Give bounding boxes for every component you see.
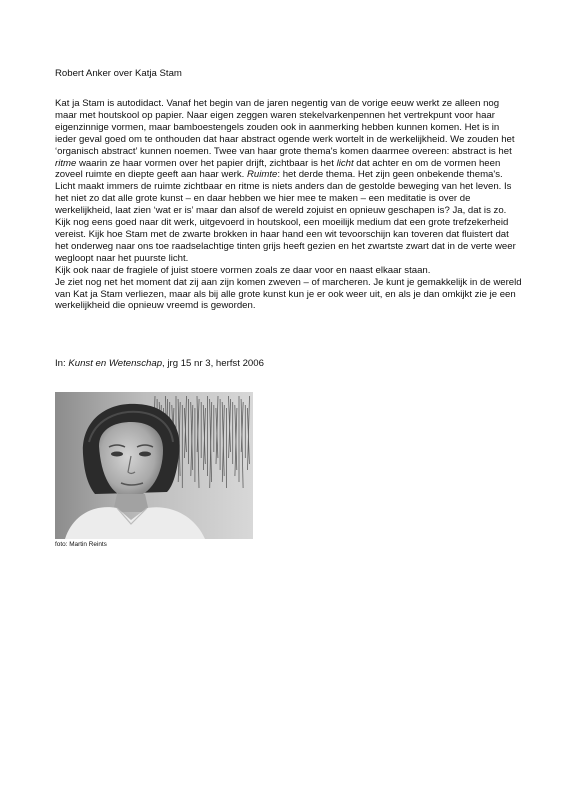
document-heading: Robert Anker over Katja Stam [55, 68, 182, 79]
photo-caption: foto: Martin Reints [55, 541, 107, 548]
paragraph-1-text: : het derde thema. Het zijn geen onbekende thema's. [277, 169, 503, 181]
paragraph-1-text: dat achter en om de vormen heen zoveel ruimte en diepte geeft aan haar werk. [55, 157, 501, 181]
emphasis-licht: licht [336, 157, 354, 169]
paragraph-4: Je ziet nog net het moment dat zij aan zijn komen zweven – of marcheren. Je kunt je gemakkelijk in de wereld van Kat ja Stam verliezen, maar als bij alle grote kunst kun je er ook weer uit, en als je dan omkijkt zie je een werkelijkheid die opnieuw vreemd is geworden. [55, 276, 522, 312]
citation-publication: Kunst en Wetenschap [68, 358, 163, 369]
paragraph-1 [55, 98, 523, 181]
emphasis-ruimte: Ruimte [247, 169, 278, 181]
citation-prefix: In: [55, 358, 69, 369]
portrait-photo [55, 392, 253, 539]
paragraph-1-text: Kat ja Stam is autodidact. Vanaf het begin van de jaren negentig van de vorige eeuw werkt ze alleen nog maar met houtskool op papier. Naar eigen zeggen waren stekelvarkenpennen het vertrekpunt voor haar eigenzinnige vormen, maar bamboestengels zouden ook in aanmerking hebben kunnen komen. Het is in ieder geval goed om te onthouden dat haar abstract ogende werk wortelt in de werkelijkheid. We zouden het ‘organisch abstract’ kunnen noemen. Twee van haar grote thema's komen daarmee overeen: abstract is het [55, 98, 515, 157]
paragraph-1-text: waarin ze haar vormen over het papier drijft, zichtbaar is het [76, 157, 337, 169]
paragraph-2: Licht maakt immers de ruimte zichtbaar en ritme is niets anders dan de gestolde beweging van het leven. Is het niet zo dat alle grote kunst – en daar hebben we hier mee te maken – een meditatie is over de werkelijkheid, laat zien ‘wat er is’ maar dan alsof de wereld zojuist en opnieuw geschapen is? Ja, dat is zo. Kijk nog eens goed naar dit werk, uitgevoerd in houtskool, een moeilijk medium dat een grote trefzekerheid vereist. Kijk hoe Stam met de zwarte brokken in haar hand een wit tevoorschijn kan toveren dat fluistert dat het onderweg naar ons toe raadselachtige tinten grijs heeft gezien en het zwartste zwart dat in de verte weer wegloopt naar het puurste licht. [55, 181, 516, 264]
article-body [55, 98, 523, 312]
paragraph-3: Kijk ook naar de fragiele of juist stoere vormen zoals ze daar voor en naast elkaar staan. [55, 264, 431, 276]
citation-suffix: , jrg 15 nr 3, herfst 2006 [162, 358, 264, 369]
emphasis-ritme: ritme [55, 157, 77, 169]
citation [55, 358, 264, 370]
portrait-photo-illustration [55, 392, 253, 539]
